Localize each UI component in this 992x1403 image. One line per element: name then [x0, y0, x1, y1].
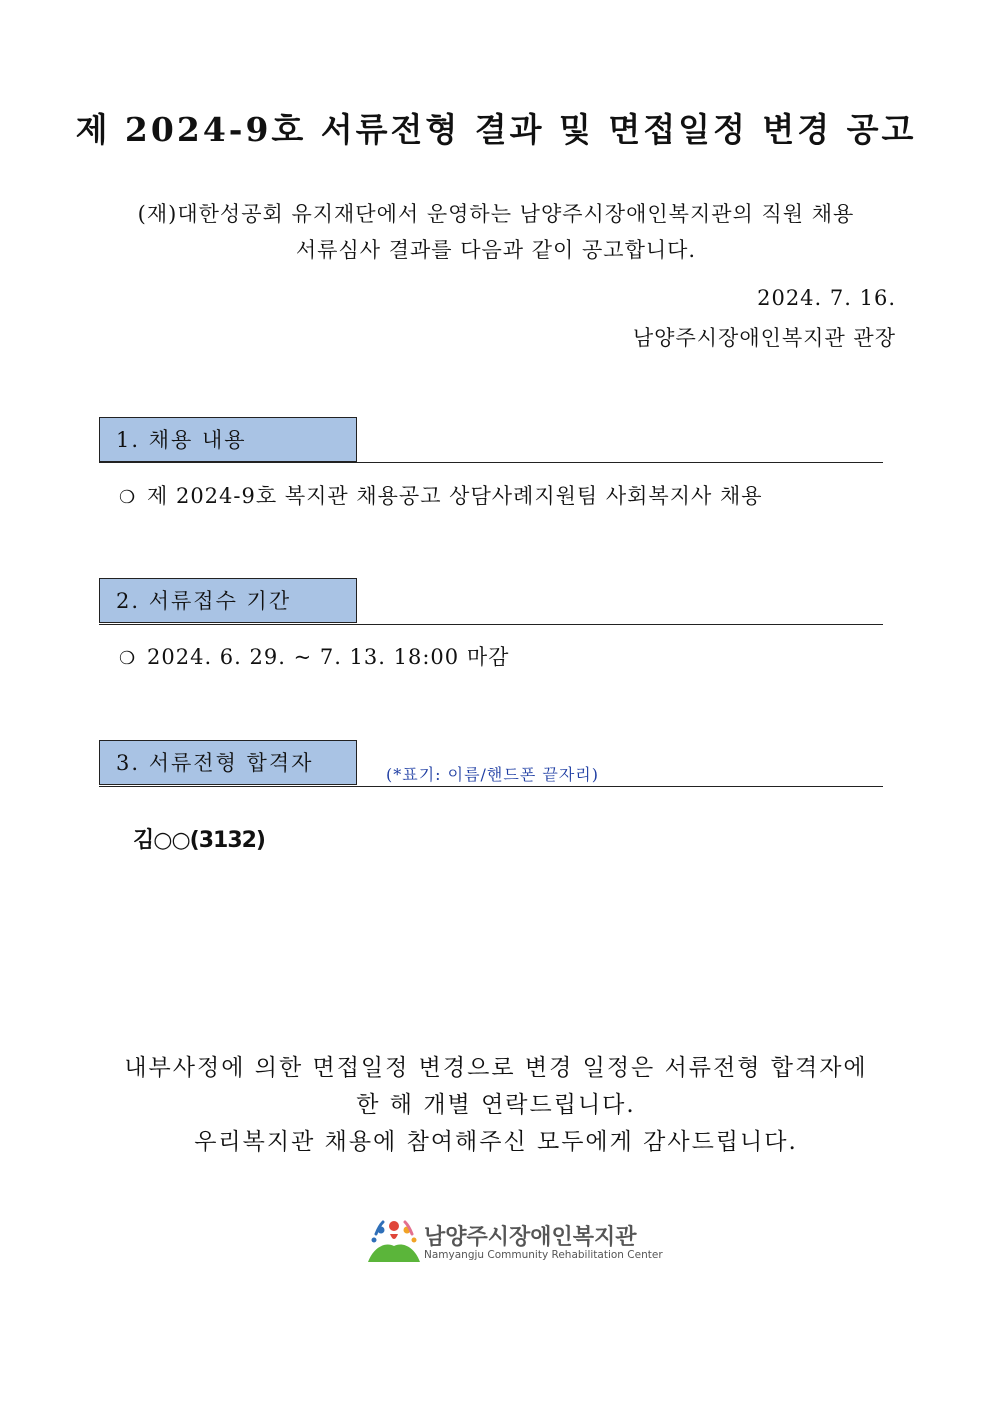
intro-line-1: (재)대한성공회 유지재단에서 운영하는 남양주시장애인복지관의 직원 채용: [137, 202, 855, 226]
section-3-note: (*표기: 이름/핸드폰 끝자리): [386, 765, 599, 784]
closing-line-2: 한 해 개별 연락드립니다.: [356, 1092, 636, 1118]
people-hill-logo-icon: [366, 1216, 422, 1266]
section-2-heading: 2. 서류접수 기간: [99, 578, 357, 623]
logo-hill: [368, 1245, 420, 1262]
logo-name-korean: 남양주시장애인복지관: [424, 1225, 637, 1250]
closing-line-3: 우리복지관 채용에 참여해주신 모두에게 감사드립니다.: [194, 1129, 798, 1155]
logo-body-center: [390, 1234, 398, 1239]
issuer-name: 남양주시장애인복지관 관장: [632, 326, 896, 350]
passer-entry: 김○○(3132): [133, 828, 265, 853]
closing-line-1: 내부사정에 의한 면접일정 변경으로 변경 일정은 서류전형 합격자에: [124, 1055, 868, 1081]
logo-dot-left: [372, 1238, 377, 1243]
intro-line-2: 서류심사 결과를 다음과 같이 공고합니다.: [295, 238, 697, 262]
section-1-heading: 1. 채용 내용: [99, 417, 357, 462]
intro-paragraph: [80, 196, 912, 268]
section-2-divider: [99, 624, 883, 625]
page-title: 제 2024-9호 서류전형 결과 및 면접일정 변경 공고: [75, 110, 917, 149]
section-3-heading: 3. 서류전형 합격자: [99, 740, 357, 785]
section-1-content: [119, 480, 763, 510]
section-1-text: 제 2024-9호 복지관 채용공고 상담사례지원팀 사회복지사 채용: [147, 484, 763, 508]
logo-dot-right: [412, 1238, 417, 1243]
section-3-divider: [99, 786, 883, 787]
section-1-divider: [99, 462, 883, 463]
bullet-icon: ❍: [119, 487, 137, 508]
bullet-icon: ❍: [119, 648, 137, 669]
section-2-content: [119, 641, 509, 671]
logo-name-english: Namyangju Community Rehabilitation Center: [424, 1249, 663, 1261]
section-2-text: 2024. 6. 29. ~ 7. 13. 18:00 마감: [147, 645, 510, 669]
logo-head-center: [389, 1221, 399, 1231]
closing-paragraph: [60, 1050, 932, 1161]
announcement-date: 2024. 7. 16.: [757, 286, 896, 310]
